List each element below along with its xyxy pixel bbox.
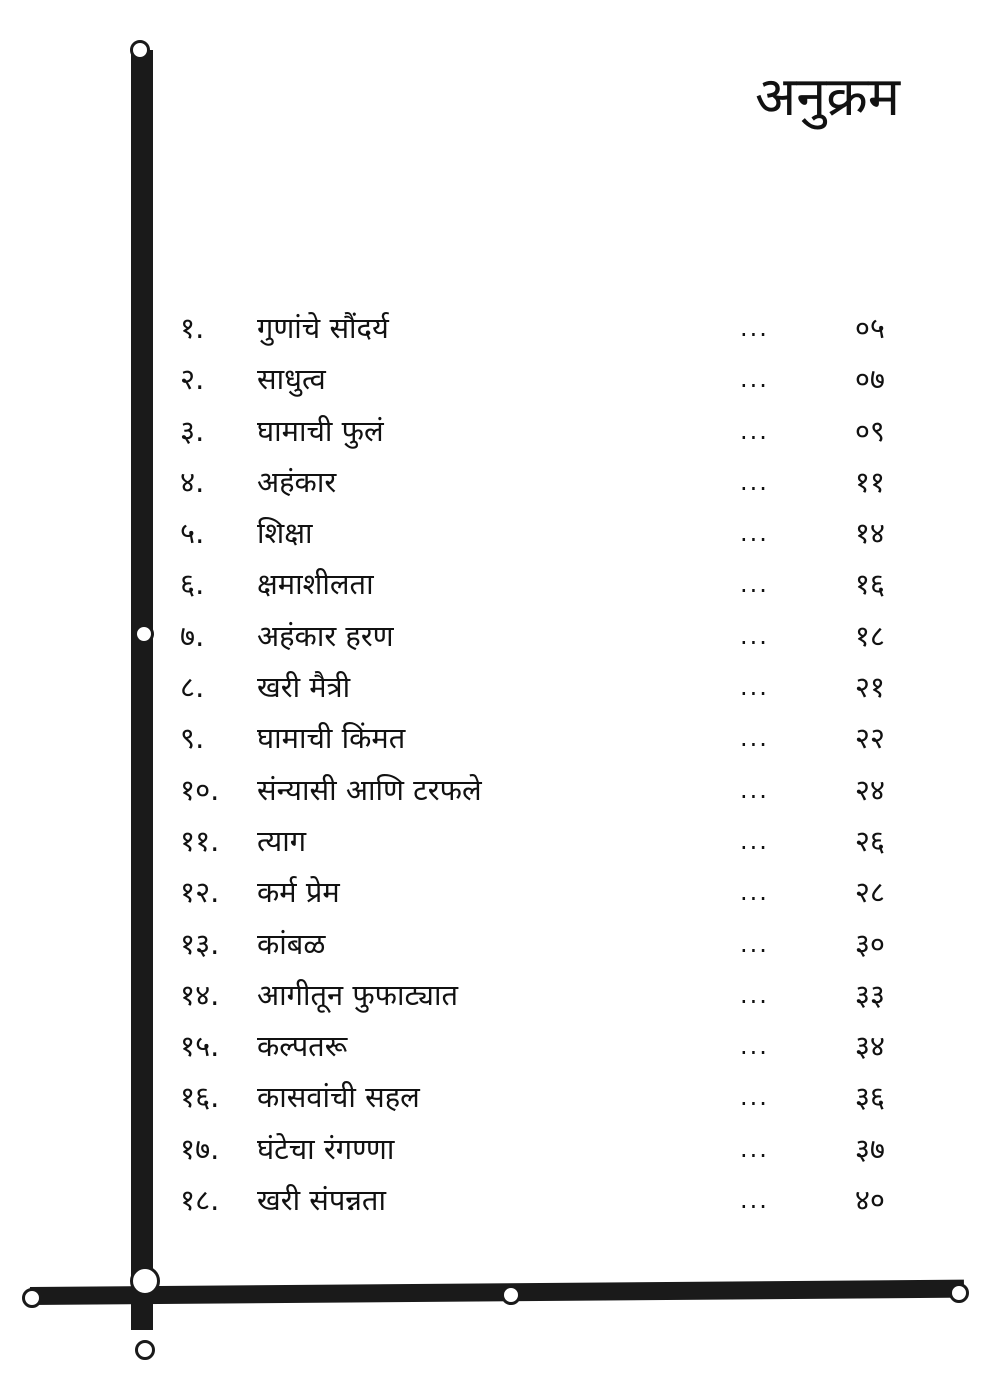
toc-entry-title: कांबळ — [257, 926, 326, 961]
toc-entry-number: २. — [180, 362, 205, 397]
toc-entry-leader: ... — [740, 1032, 769, 1061]
toc-entry-leader: ... — [740, 467, 769, 496]
toc-entry-page: ११ — [854, 464, 885, 499]
toc-entry-leader: ... — [740, 570, 769, 599]
toc-entry-page: ३३ — [854, 977, 885, 1012]
toc-entry-title: खरी मैत्री — [257, 670, 351, 705]
toc-entry-title: कर्म प्रेम — [257, 875, 340, 910]
toc-entry-page: २४ — [854, 772, 885, 807]
toc-entry-page: २१ — [854, 670, 885, 705]
toc-entry — [0, 611, 1000, 662]
toc-entry-number: ८. — [180, 670, 205, 705]
toc-entry — [0, 354, 1000, 405]
toc-entry-page: ०५ — [854, 311, 885, 345]
toc-entry-title: त्याग — [257, 823, 307, 858]
toc-entry-number: १. — [180, 311, 205, 345]
toc-entry-title: शिक्षा — [257, 516, 313, 551]
toc-entry-page: २८ — [854, 875, 885, 910]
frame-node-corner — [130, 1266, 160, 1296]
toc-entry-number: ११. — [180, 823, 220, 858]
toc-entry-leader: ... — [740, 878, 769, 907]
toc-entry-title: घामाची फुलं — [257, 413, 384, 448]
toc-entry-title: क्षमाशीलता — [257, 567, 374, 602]
toc-entry-title: साधुत्व — [257, 362, 326, 397]
toc-entry-number: ५. — [180, 516, 205, 551]
page-title: अनुक्रम — [755, 65, 900, 128]
toc-entry-page: ०७ — [854, 362, 885, 397]
toc-entry — [0, 1072, 1000, 1123]
frame-node-right — [949, 1283, 969, 1303]
toc-entry — [0, 816, 1000, 867]
toc-entry-number: ७. — [180, 618, 205, 653]
toc-entry-leader: ... — [740, 826, 769, 855]
toc-entry — [0, 559, 1000, 610]
toc-entry-title: अहंकार हरण — [257, 618, 394, 653]
toc-entry-number: १६. — [180, 1080, 220, 1115]
toc-entry-title: घामाची किंमत — [257, 721, 406, 756]
toc-entry — [0, 1124, 1000, 1175]
toc-entry — [0, 406, 1000, 457]
toc-entry-number: १०. — [180, 772, 220, 807]
toc-entry-title: संन्यासी आणि टरफले — [257, 772, 482, 807]
toc-entry — [0, 713, 1000, 764]
toc-entry-page: १८ — [854, 618, 885, 653]
toc-entry-page: १६ — [854, 567, 885, 602]
toc-entry — [0, 1175, 1000, 1226]
toc-entry-number: १३. — [180, 926, 220, 961]
toc-entry-page: ३४ — [854, 1029, 885, 1064]
frame-node-left — [22, 1288, 42, 1308]
toc-entry-title: घंटेचा रंगण्णा — [257, 1131, 395, 1166]
toc-entry-number: ६. — [180, 567, 205, 602]
toc-entry-leader: ... — [740, 416, 769, 445]
toc-entry-title: कासवांची सहल — [257, 1080, 420, 1115]
toc-entry — [0, 919, 1000, 970]
toc-entry-number: ३. — [180, 413, 205, 448]
toc-entry-page: १४ — [854, 516, 885, 551]
toc-entry-number: १४. — [180, 977, 220, 1012]
toc-entry — [0, 1021, 1000, 1072]
toc-entry-number: १२. — [180, 875, 220, 910]
toc-entry-title: आगीतून फुफाट्यात — [257, 977, 459, 1012]
toc-entry-leader: ... — [740, 365, 769, 394]
toc-entry-page: ४० — [854, 1183, 885, 1218]
toc-entry — [0, 662, 1000, 713]
toc-entry-title: गुणांचे सौंदर्य — [257, 311, 389, 345]
toc-entry — [0, 867, 1000, 918]
toc-entry-leader: ... — [740, 519, 769, 548]
toc-entry-leader: ... — [740, 1186, 769, 1215]
toc-entry — [0, 970, 1000, 1021]
frame-node-top — [130, 40, 150, 60]
toc-entry — [0, 457, 1000, 508]
toc-entry-leader: ... — [740, 621, 769, 650]
toc-entry-leader: ... — [740, 1134, 769, 1163]
toc-entry — [0, 508, 1000, 559]
table-of-contents — [0, 303, 1000, 1226]
toc-entry — [0, 303, 1000, 354]
toc-entry — [0, 765, 1000, 816]
toc-entry-leader: ... — [740, 775, 769, 804]
toc-entry-page: ०९ — [854, 413, 885, 448]
toc-entry-title: कल्पतरू — [257, 1029, 348, 1064]
toc-entry-title: खरी संपन्नता — [257, 1183, 386, 1218]
toc-entry-page: २६ — [854, 823, 885, 858]
toc-entry-leader: ... — [740, 1083, 769, 1112]
toc-entry-page: ३७ — [854, 1131, 885, 1166]
toc-entry-page: ३० — [854, 926, 885, 961]
toc-entry-page: २२ — [854, 721, 885, 756]
toc-entry-number: १५. — [180, 1029, 220, 1064]
toc-entry-page: ३६ — [854, 1080, 885, 1115]
toc-entry-number: १८. — [180, 1183, 220, 1218]
frame-node-bottom — [135, 1340, 155, 1360]
toc-entry-number: ४. — [180, 464, 205, 499]
toc-entry-leader: ... — [740, 980, 769, 1009]
toc-entry-leader: ... — [740, 724, 769, 753]
horizontal-frame-line — [30, 1280, 964, 1305]
toc-entry-number: १७. — [180, 1131, 220, 1166]
toc-entry-title: अहंकार — [257, 464, 337, 499]
toc-entry-leader: ... — [740, 929, 769, 958]
toc-entry-leader: ... — [740, 673, 769, 702]
toc-entry-leader: ... — [740, 314, 769, 342]
toc-entry-number: ९. — [180, 721, 205, 756]
frame-node-center — [501, 1285, 521, 1305]
